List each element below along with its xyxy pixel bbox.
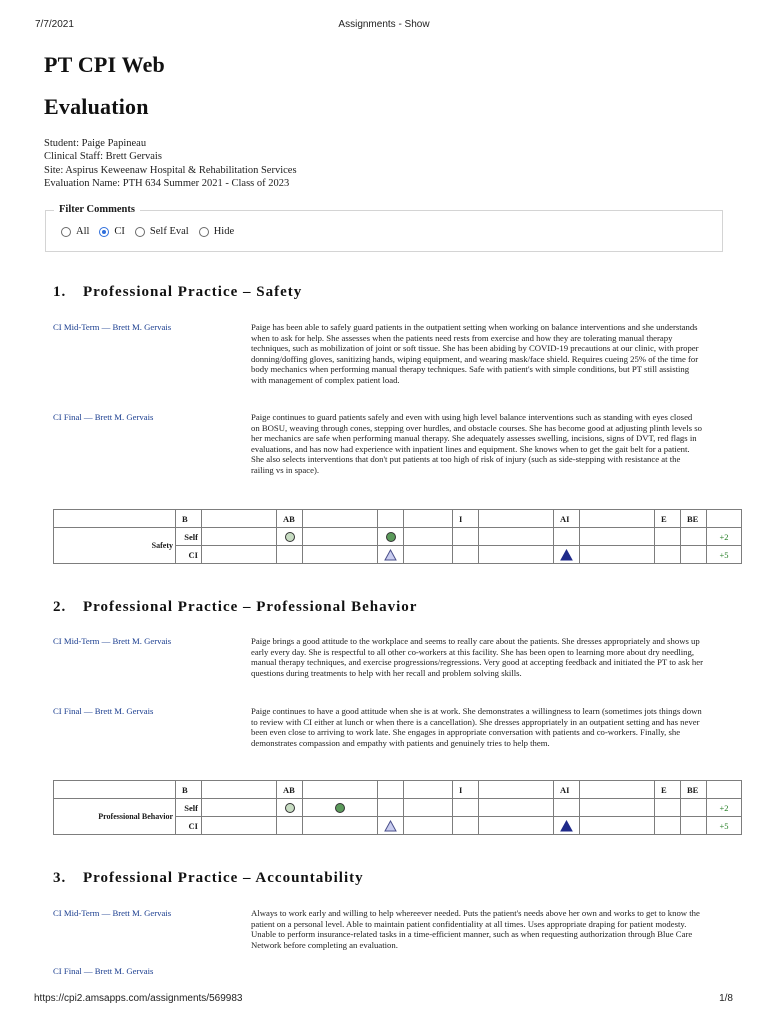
rating-cell (655, 546, 681, 564)
midterm-rating-marker (285, 803, 295, 813)
rating-cell (655, 799, 681, 817)
radio-circle[interactable] (135, 227, 145, 237)
rating-cell (404, 799, 453, 817)
rating-cell (479, 546, 554, 564)
comment-author: CI Final — Brett M. Gervais (53, 966, 154, 976)
rating-cell (277, 528, 303, 546)
filter-option-all[interactable] (61, 226, 89, 237)
print-page-number: 1/8 (719, 993, 733, 1004)
comment-author: CI Mid-Term — Brett M. Gervais (53, 908, 172, 918)
page-title: PT CPI Web (44, 52, 165, 77)
rating-cell (479, 528, 554, 546)
scale-label: E (655, 510, 681, 528)
site-name: Site: Aspirus Keweenaw Hospital & Rehabilitation Services (44, 164, 297, 176)
rating-row-label: Self (176, 528, 202, 546)
rating-cell (404, 528, 453, 546)
final-rating-marker (560, 549, 573, 561)
midterm-rating-marker (384, 549, 397, 561)
rating-cell (580, 781, 655, 799)
filter-option-hide[interactable] (199, 226, 234, 237)
rating-cell (202, 799, 277, 817)
comment-author: CI Mid-Term — Brett M. Gervais (53, 322, 172, 332)
rating-cell (681, 546, 707, 564)
filter-options (61, 226, 244, 237)
rating-table-safety (53, 509, 742, 564)
section-number: 1. (53, 284, 67, 300)
filter-option-label: Self Eval (149, 226, 189, 237)
rating-cell (580, 510, 655, 528)
rating-cell (404, 510, 453, 528)
comment-text: Paige has been able to safely guard patients in the outpatient setting when working on balance interventions and she understands when to ask for help. She assesses when the patients need rests from exercise and how they are tolerating manual therapy techniques, such as mobilization of joint or soft tissue. She has been abiding by COVID-19 precautions at our clinic, with proper donning/doffing gloves, sanitizing hands, wiping equipment, and wearing mask/face shield. Requires cueing 25% of the time for body mechanics when performing manual therapy techniques. Safe with patient's with simple conditions, but PT still assisting with management of complex patient load. (251, 322, 699, 385)
rating-cell (404, 781, 453, 799)
rating-cell (404, 817, 453, 835)
filter-option-label: Hide (213, 226, 235, 237)
comment-text: Paige continues to have a good attitude when she is at work. She demonstrates a willingness to learn (sometimes jots things down to review with CI either at lunch or when there is a cancellation). She dresses appropriately in an outpatient setting and has never been even close to arriving to work late. She engages in appropriate conversation with patients and co-workers. Finally, she demonstrates compassion and empathy with patients and genuinely tries to help them. (251, 706, 702, 748)
rating-cell (303, 817, 378, 835)
section-title-text: Professional Practice – Accountability (83, 870, 364, 886)
rating-cell (303, 781, 378, 799)
evaluation-name: Evaluation Name: PTH 634 Summer 2021 - Class of 2023 (44, 178, 290, 190)
rating-cell (378, 546, 404, 564)
filter-option-ci[interactable] (99, 226, 125, 237)
rating-cell (554, 528, 580, 546)
rating-scale-header (54, 781, 742, 799)
clinical-staff: Clinical Staff: Brett Gervais (44, 151, 162, 163)
scale-label: AI (554, 510, 580, 528)
rating-cell (681, 528, 707, 546)
rating-cell (681, 817, 707, 835)
filter-comments-legend: Filter Comments (54, 204, 140, 215)
scale-label: B (176, 781, 202, 799)
rating-difference: +2 (707, 799, 742, 817)
rating-difference: +2 (707, 528, 742, 546)
rating-cell (202, 546, 277, 564)
comment-text: Always to work early and willing to help whereever needed. Puts the patient's needs above her own and works to get to know the patient on a personal level. Able to maintain patient confidentiality at all times. Uses appropriate draping for patient modesty. Unable to perform insurance-related tasks in a time-efficient manner, such as when requesting authorization through Blue Care Network before completing an evaluation. (251, 908, 700, 950)
rating-cell (303, 799, 378, 817)
section-number: 2. (53, 599, 67, 615)
scale-label: AI (554, 781, 580, 799)
filter-option-label: All (76, 226, 90, 237)
rating-cell (479, 781, 554, 799)
page-title-line2: Evaluation (44, 94, 149, 119)
rating-cell (378, 781, 404, 799)
scale-label: BE (681, 510, 707, 528)
comment-text: Paige brings a good attitude to the workplace and seems to really care about the patients. She dresses appropriately and shows up early every day. She is respectful to all other co-workers at this facility. She has been open to learning more about dry needling, manual therapy techniques, and exercise progressions/regressions. Very good at accepting feedback and initiated the PT to ask her questions during treatments to help with her recall and problem solving skills. (251, 636, 704, 678)
rating-category-label: Professional Behavior (54, 799, 176, 835)
section-title-text: Professional Practice – Safety (83, 284, 303, 300)
rating-cell (681, 799, 707, 817)
rating-cell (378, 817, 404, 835)
radio-circle[interactable] (61, 227, 71, 237)
scale-label: B (176, 510, 202, 528)
rating-cell (202, 781, 277, 799)
print-date: 7/7/2021 (35, 19, 74, 30)
rating-header-blank (707, 510, 742, 528)
midterm-rating-marker (285, 532, 295, 542)
rating-cell (453, 799, 479, 817)
student-name: Student: Paige Papineau (44, 138, 147, 149)
filter-option-label: CI (114, 226, 125, 237)
self-rating-row (54, 528, 742, 546)
scale-label: AB (277, 781, 303, 799)
rating-cell (378, 528, 404, 546)
rating-cell (453, 528, 479, 546)
print-page-title: Assignments - Show (338, 19, 430, 30)
final-rating-marker (335, 803, 345, 813)
evaluation-info (44, 137, 297, 191)
rating-cell (202, 510, 277, 528)
section-title-text: Professional Practice – Professional Behavior (83, 599, 418, 615)
rating-cell (277, 799, 303, 817)
rating-cell (453, 546, 479, 564)
final-rating-marker (560, 820, 573, 832)
scale-label: BE (681, 781, 707, 799)
rating-scale-header (54, 510, 742, 528)
rating-cell (303, 510, 378, 528)
rating-cell (303, 528, 378, 546)
rating-cell (404, 546, 453, 564)
rating-cell (655, 528, 681, 546)
final-rating-marker (386, 532, 396, 542)
comment-author: CI Mid-Term — Brett M. Gervais (53, 636, 172, 646)
rating-row-label: CI (176, 817, 202, 835)
section-title-safety (53, 284, 302, 301)
section-title-professional-behavior (53, 599, 417, 616)
rating-cell (655, 817, 681, 835)
rating-difference: +5 (707, 817, 742, 835)
rating-table-professional-behavior (53, 780, 742, 835)
scale-label: I (453, 781, 479, 799)
section-title-accountability (53, 870, 364, 887)
rating-header-blank (54, 510, 176, 528)
comment-author: CI Final — Brett M. Gervais (53, 412, 154, 422)
rating-cell (202, 817, 277, 835)
radio-circle[interactable] (99, 227, 109, 237)
filter-option-self-eval[interactable] (135, 226, 189, 237)
rating-cell (580, 528, 655, 546)
rating-header-blank (54, 781, 176, 799)
rating-cell (554, 799, 580, 817)
section-number: 3. (53, 870, 67, 886)
rating-difference: +5 (707, 546, 742, 564)
rating-cell (479, 817, 554, 835)
midterm-rating-marker (384, 820, 397, 832)
rating-cell (479, 799, 554, 817)
rating-cell (554, 817, 580, 835)
comment-author: CI Final — Brett M. Gervais (53, 706, 154, 716)
rating-cell (479, 510, 554, 528)
rating-header-blank (707, 781, 742, 799)
rating-category-label: Safety (54, 528, 176, 564)
print-url: https://cpi2.amsapps.com/assignments/569983 (34, 993, 243, 1004)
rating-cell (580, 799, 655, 817)
rating-cell (554, 546, 580, 564)
rating-cell (303, 546, 378, 564)
rating-cell (202, 528, 277, 546)
rating-cell (580, 817, 655, 835)
radio-circle[interactable] (199, 227, 209, 237)
scale-label: AB (277, 510, 303, 528)
rating-cell (277, 546, 303, 564)
rating-cell (378, 510, 404, 528)
rating-row-label: Self (176, 799, 202, 817)
comment-text: Paige continues to guard patients safely and even with using high level balance interventions such as standing with eyes closed on BOSU, weaving through cones, stepping over hurdles, and obstacle courses. She has become good at adjusting plinth levels so her mechanics are safe when performing manual therapy. She adequately assesses swelling, incisions, signs of DVT, red flags in evaluations, and has now had experience with inpatient lines and equipment. She knows when to get the gait belt for a patient. She also selects interventions that don't put patients at too high of risk of injury (such as side-stepping with resistance at the railing vs in space). (251, 412, 702, 475)
scale-label: E (655, 781, 681, 799)
rating-cell (378, 799, 404, 817)
rating-cell (453, 817, 479, 835)
self-rating-row (54, 799, 742, 817)
rating-cell (277, 817, 303, 835)
rating-row-label: CI (176, 546, 202, 564)
scale-label: I (453, 510, 479, 528)
rating-cell (580, 546, 655, 564)
